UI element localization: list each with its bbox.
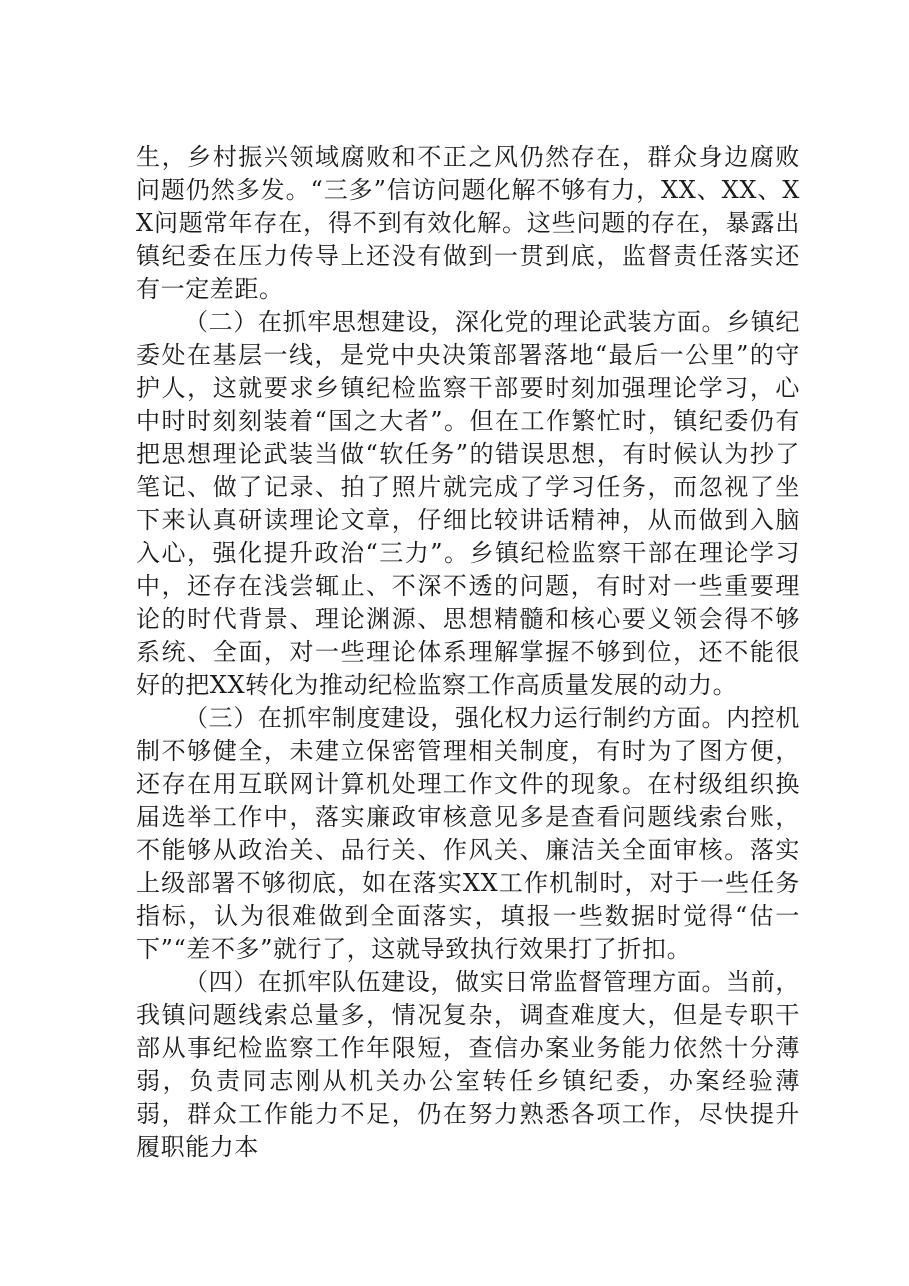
paragraph-section-3: （三）在抓牢制度建设，强化权力运行制约方面。内控机制不够健全，未建立保密管理相关制度，有时为了图方便，还存在用互联网计算机处理工作文件的现象。在村级组织换届选举工作中，落实廉政审核意见多是查看问题线索台账，不能够从政治关、品行关、作风关、廉洁关全面审核。落实上级部署不够彻底，如在落实XX工作机制时，对于一些任务指标，认为很难做到全面落实，填报一些数据时觉得“估一下”“差不多”就行了，这就导致执行效果打了折扣。 — [136, 704, 800, 963]
paragraph-section-4: （四）在抓牢队伍建设，做实日常监督管理方面。当前，我镇问题线索总量多，情况复杂，调查难度大，但是专职干部从事纪检监察工作年限短，查信办案业务能力依然十分薄弱，负责同志刚从机关办公室转任乡镇纪委，办案经验薄弱，群众工作能力不足，仍在努力熟悉各项工作，尽快提升履职能力本 — [136, 968, 800, 1161]
document-body — [136, 141, 800, 1164]
paragraph-section-2: （二）在抓牢思想建设，深化党的理论武装方面。乡镇纪委处在基层一线，是党中央决策部署落地“最后一公里”的守护人，这就要求乡镇纪检监察干部要时刻加强理论学习，心中时时刻刻装着“国之大者”。但在工作繁忙时，镇纪委仍有把思想理论武装当做“软任务”的错误思想，有时候认为抄了笔记、做了记录、拍了照片就完成了学习任务，而忽视了坐下来认真研读理论文章，仔细比较讲话精神，从而做到入脑入心，强化提升政治“三力”。乡镇纪检监察干部在理论学习中，还存在浅尝辄止、不深不透的问题，有时对一些重要理论的时代背景、理论渊源、思想精髓和核心要义领会得不够系统、全面，对一些理论体系理解掌握不够到位，还不能很好的把XX转化为推动纪检监察工作高质量发展的动力。 — [136, 308, 800, 699]
paragraph-continuation: 生，乡村振兴领域腐败和不正之风仍然存在，群众身边腐败问题仍然多发。“三多”信访问题化解不够有力，XX、XX、XX问题常年存在，得不到有效化解。这些问题的存在，暴露出镇纪委在压力传导上还没有做到一贯到底，监督责任落实还有一定差距。 — [136, 143, 800, 303]
